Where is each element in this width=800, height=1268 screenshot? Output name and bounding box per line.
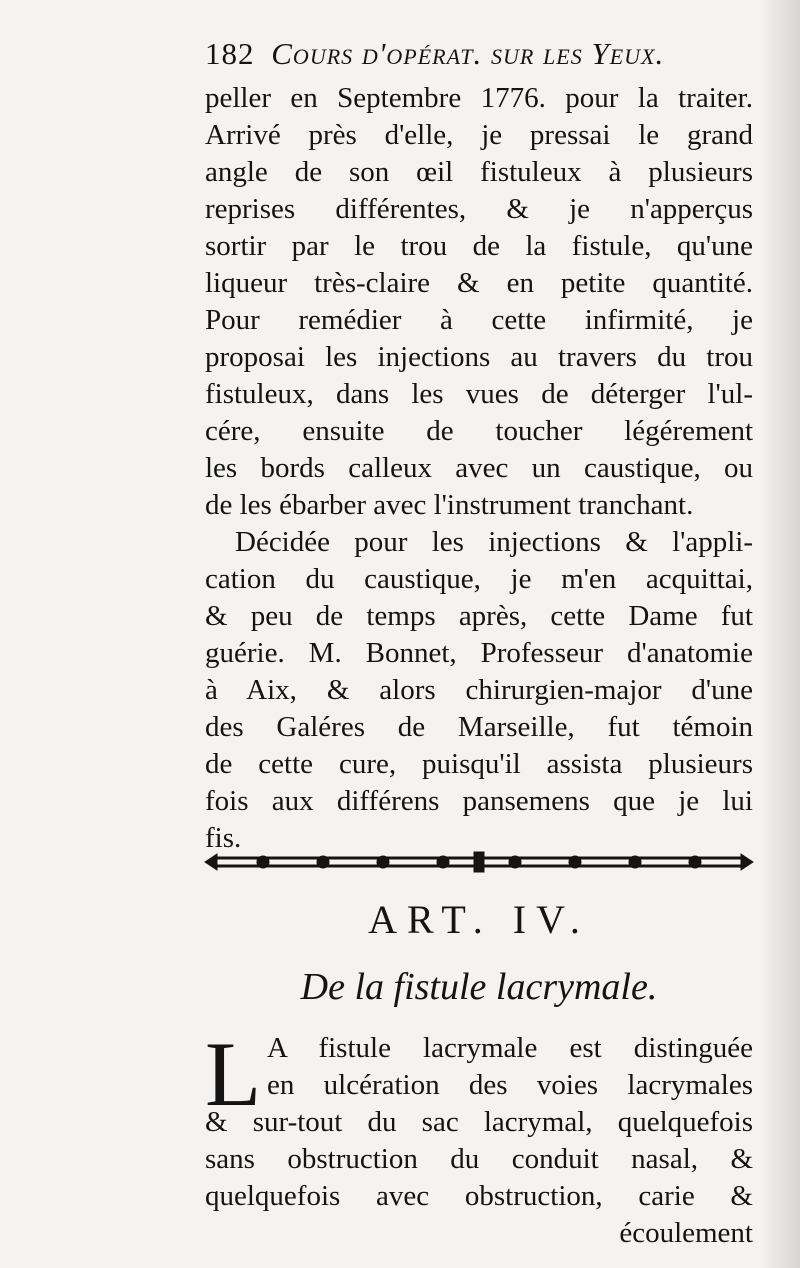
text-line: & sur-tout du sac lacrymal, quelquefois xyxy=(205,1106,753,1138)
article-heading: ART. IV. xyxy=(368,897,590,942)
text-line: reprises différentes, & je n'apperçus xyxy=(205,193,753,225)
drop-cap: L xyxy=(205,1023,262,1125)
text-line: fis. xyxy=(205,822,242,854)
text-line: liqueur très-claire & en petite quantité. xyxy=(205,267,753,299)
text-line: angle de son œil fistuleux à plusieurs xyxy=(205,156,753,188)
text-line: fois aux différens pansemens que je lui xyxy=(205,785,753,817)
text-line: proposai les injections au travers du trou xyxy=(205,341,753,373)
text-line: sans obstruction du conduit nasal, & xyxy=(205,1143,753,1175)
text-line: A fistule lacrymale est distinguée xyxy=(267,1032,753,1064)
text-line: guérie. M. Bonnet, Professeur d'anatomie xyxy=(205,637,753,669)
text-line: Décidée pour les injections & l'appli- xyxy=(235,526,753,558)
running-title: Cours d'opérat. sur les Yeux. xyxy=(271,36,665,71)
paragraph-3 xyxy=(205,1023,753,1252)
text-line: à Aix, & alors chirurgien-major d'une xyxy=(205,674,753,706)
text-line: quelquefois avec obstruction, carie & xyxy=(205,1180,753,1212)
page-number: 182 xyxy=(205,36,255,71)
text-line: écoulement xyxy=(619,1217,753,1249)
text-line: fistuleux, dans les vues de déterger l'ul- xyxy=(205,378,753,410)
text-line: des Galéres de Marseille, fut témoin xyxy=(205,711,753,743)
gutter-shadow xyxy=(760,0,800,1268)
text-line: Pour remédier à cette infirmité, je xyxy=(205,304,753,336)
text-line: sortir par le trou de la fistule, qu'une xyxy=(205,230,753,262)
text-line: & peu de temps après, cette Dame fut xyxy=(205,600,753,632)
text-line: de les ébarber avec l'instrument tranchant. xyxy=(205,489,694,521)
text-line: de cette cure, puisqu'il assista plusieurs xyxy=(205,748,753,780)
text-line: peller en Septembre 1776. pour la traiter. xyxy=(205,82,753,114)
text-line: cation du caustique, je m'en acquittai, xyxy=(205,563,753,595)
text-line: en ulcération des voies lacrymales xyxy=(267,1069,753,1101)
text-line: Arrivé près d'elle, je pressai le grand xyxy=(205,119,753,151)
running-header xyxy=(205,36,755,76)
paragraph-1 xyxy=(205,80,753,857)
text-line: cére, ensuite de toucher légérement xyxy=(205,415,753,447)
text-line: les bords calleux avec un caustique, ou xyxy=(205,452,753,484)
article-subtitle: De la fistule lacrymale. xyxy=(300,966,658,1008)
decorative-rule xyxy=(203,848,755,876)
